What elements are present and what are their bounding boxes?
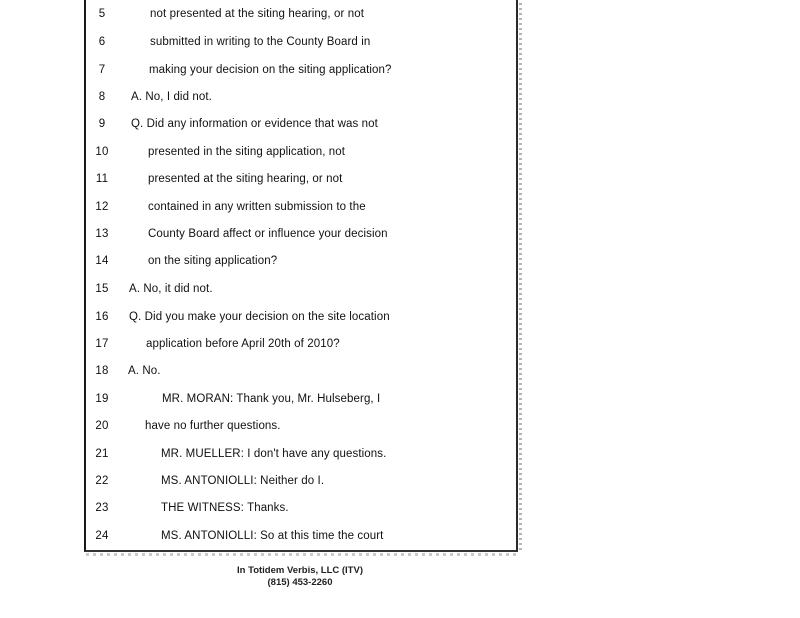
- transcript-page: [84, 0, 518, 552]
- line-number: 12: [95, 201, 109, 213]
- line-text: application before April 20th of 2010?: [146, 338, 340, 350]
- line-text: have no further questions.: [145, 420, 281, 432]
- line-number: 17: [95, 338, 109, 350]
- transcript-line: [86, 142, 516, 162]
- line-number: 24: [95, 530, 109, 542]
- line-number: 5: [98, 8, 106, 20]
- line-text: submitted in writing to the County Board in: [150, 36, 371, 48]
- line-text: MS. ANTONIOLLI: Neither do I.: [161, 475, 325, 487]
- line-number: 18: [95, 365, 109, 377]
- line-number: 11: [95, 173, 109, 185]
- transcript-line: [86, 32, 516, 52]
- transcript-line: [86, 307, 516, 327]
- line-text: County Board affect or influence your decision: [148, 228, 388, 240]
- transcript-line: [86, 498, 516, 518]
- line-text: THE WITNESS: Thanks.: [161, 502, 289, 514]
- transcript-line: [86, 60, 516, 80]
- footer-company: In Totidem Verbis, LLC (ITV): [237, 565, 363, 576]
- line-text: MS. ANTONIOLLI: So at this time the court: [161, 530, 384, 542]
- line-text: presented at the siting hearing, or not: [148, 173, 343, 185]
- transcript-line: [86, 361, 516, 381]
- transcript-line: [86, 224, 516, 244]
- transcript-line: [86, 471, 516, 491]
- line-number: 23: [95, 502, 109, 514]
- line-number: 21: [95, 448, 109, 460]
- line-text: A. No.: [128, 365, 161, 377]
- transcript-line: [86, 87, 516, 107]
- line-number: 8: [98, 91, 106, 103]
- line-number: 10: [95, 146, 109, 158]
- line-number: 19: [95, 393, 109, 405]
- transcript-line: [86, 114, 516, 134]
- line-number: 22: [95, 475, 109, 487]
- line-number: 7: [98, 64, 106, 76]
- transcript-line: [86, 197, 516, 217]
- line-text: Q. Did any information or evidence that was not: [131, 118, 378, 130]
- transcript-line: [86, 444, 516, 464]
- transcript-line: [86, 251, 516, 271]
- line-text: MR. MUELLER: I don't have any questions.: [161, 448, 387, 460]
- transcript-line: [86, 389, 516, 409]
- transcript-line: [86, 334, 516, 354]
- transcript-line: [86, 4, 516, 24]
- line-text: A. No, it did not.: [129, 283, 213, 295]
- line-number: 20: [95, 420, 109, 432]
- line-number: 15: [95, 283, 109, 295]
- transcript-line: [86, 169, 516, 189]
- line-text: MR. MORAN: Thank you, Mr. Hulseberg, I: [162, 393, 381, 405]
- line-number: 14: [95, 255, 109, 267]
- line-number: 6: [98, 36, 106, 48]
- line-text: contained in any written submission to the: [148, 201, 366, 213]
- footer-phone: (815) 453-2260: [267, 577, 333, 588]
- line-number: 16: [95, 311, 109, 323]
- transcript-line: [86, 526, 516, 546]
- line-number: 9: [98, 118, 106, 130]
- line-text: making your decision on the siting application?: [149, 64, 392, 76]
- transcript-line: [86, 416, 516, 436]
- line-text: Q. Did you make your decision on the site location: [129, 311, 390, 323]
- line-text: presented in the siting application, not: [148, 146, 346, 158]
- transcript-line: [86, 279, 516, 299]
- line-text: A. No, I did not.: [131, 91, 212, 103]
- line-number: 13: [95, 228, 109, 240]
- line-text: not presented at the siting hearing, or not: [150, 8, 364, 20]
- line-text: on the siting application?: [148, 255, 278, 267]
